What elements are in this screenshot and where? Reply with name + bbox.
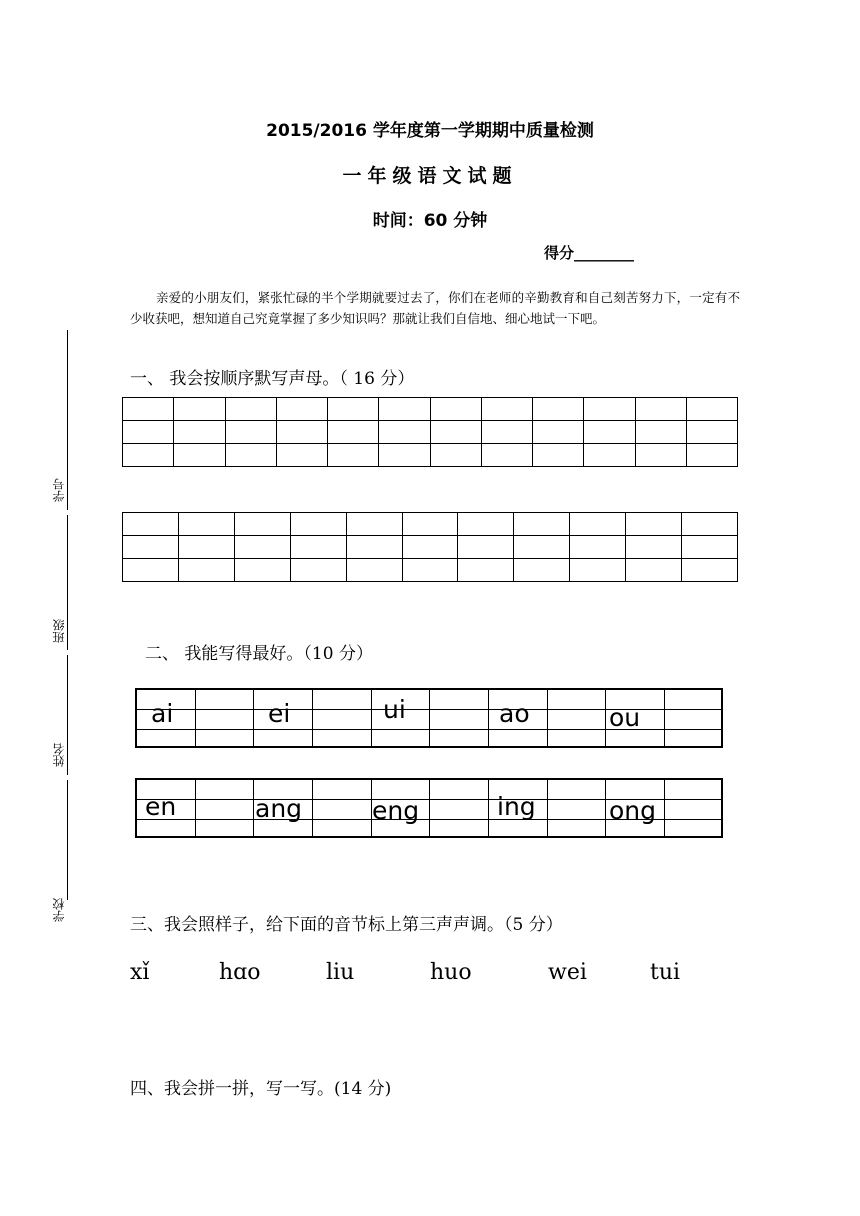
student-id-field <box>50 330 70 510</box>
class-field <box>50 515 70 650</box>
writing-grid-1 <box>122 397 738 467</box>
pinyin-ui: ui <box>383 695 406 724</box>
name-field <box>50 655 70 775</box>
pinyin-ou: ou <box>609 703 641 732</box>
grid-row <box>123 398 738 421</box>
pinyin-ong: ong <box>609 796 657 825</box>
pinyin-grid-2 <box>135 778 723 838</box>
pinyin-en: en <box>145 792 177 821</box>
syllable-wei: wei <box>548 960 587 985</box>
pinyin-ing: ing <box>497 792 536 821</box>
exam-subtitle: 一年级语文试题 <box>342 165 518 187</box>
writing-grid-2 <box>122 512 738 582</box>
syllable-tui: tui <box>650 960 681 985</box>
section-4-heading: 四、我会拼一拼，写一写。(14 分) <box>130 1079 392 1099</box>
exam-title: 2015/2016 学年度第一学期期中质量检测 <box>266 121 594 141</box>
pinyin-grid-1 <box>135 688 723 748</box>
grid-row <box>123 444 738 467</box>
pinyin-ang: ang <box>255 794 303 823</box>
grid-row <box>123 559 738 582</box>
exam-time: 时间：60 分钟 <box>372 211 488 231</box>
section-3-heading: 三、我会照样子，给下面的音节标上第三声声调。（5 分） <box>130 915 563 935</box>
school-field <box>50 780 70 935</box>
score-field: 得分________ <box>544 244 635 262</box>
class-label: 班级 <box>52 619 66 643</box>
section-2-heading: 二、 我能写得最好。（10 分） <box>145 644 373 664</box>
syllable-xi: xǐ <box>130 960 150 985</box>
syllable-huo: huo <box>430 960 472 985</box>
section-1-heading: 一、 我会按顺序默写声母。（ 16 分） <box>130 369 415 389</box>
syllable-hao: hɑo <box>219 960 261 985</box>
pinyin-ai: ai <box>151 699 174 728</box>
intro-paragraph: 亲爱的小朋友们，紧张忙碌的半个学期就要过去了，你们在老师的辛勤教育和自己刻苦努力下，一定有不少收获吧，想知道自己究竟掌握了多少知识吗？那就让我们自信地、细心地试一下吧。 <box>130 290 740 326</box>
school-label: 学校 <box>52 898 66 922</box>
grid-row <box>123 536 738 559</box>
name-label: 姓名 <box>52 743 66 767</box>
grid-row <box>123 421 738 444</box>
syllable-liu: liu <box>326 960 355 985</box>
grid-row <box>123 513 738 536</box>
pinyin-ei: ei <box>268 699 291 728</box>
student-id-label: 学号 <box>52 478 66 502</box>
pinyin-ao: ao <box>499 699 530 728</box>
pinyin-eng: eng <box>372 796 420 825</box>
